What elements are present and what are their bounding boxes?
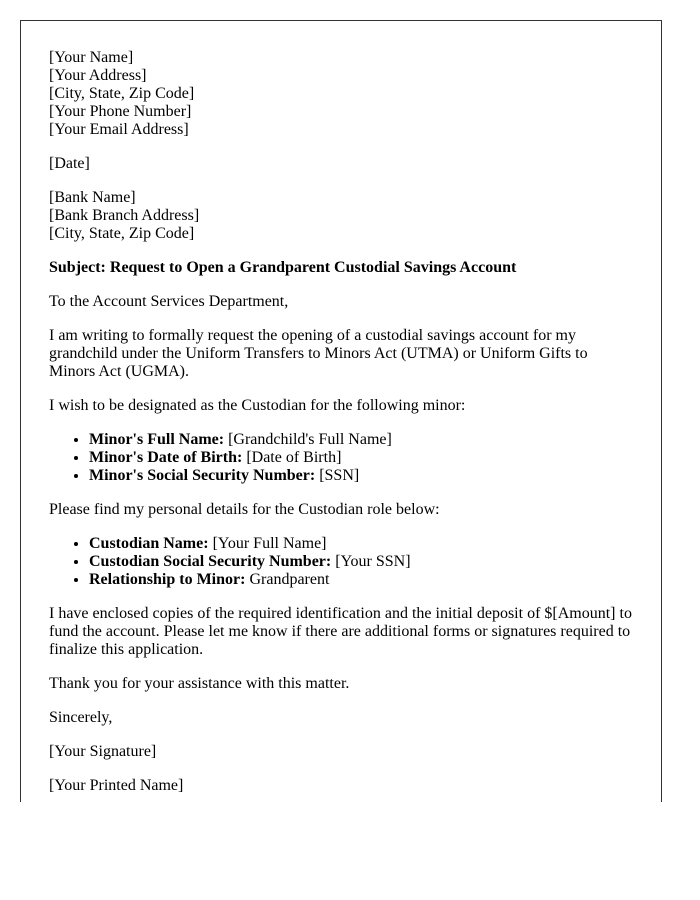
list-item: [89, 535, 633, 553]
minor-lead-paragraph: I wish to be designated as the Custodian for the following minor:: [49, 397, 466, 414]
recipient-block: [49, 189, 633, 243]
thanks-paragraph: Thank you for your assistance with this matter.: [49, 675, 350, 692]
salutation: To the Account Services Department,: [49, 293, 289, 310]
subject-line: Subject: Request to Open a Grandparent Custodial Savings Account: [49, 259, 517, 276]
recipient-branch-address: [Bank Branch Address]: [49, 207, 200, 224]
letter-date: [Date]: [49, 155, 90, 172]
signature-placeholder: [Your Signature]: [49, 743, 157, 760]
field-value: [SSN]: [315, 467, 360, 484]
recipient-city-state-zip: [City, State, Zip Code]: [49, 225, 195, 242]
sender-phone: [Your Phone Number]: [49, 103, 192, 120]
list-item: [89, 449, 633, 467]
field-label: Minor's Full Name:: [89, 431, 225, 448]
custodian-details-list: [49, 535, 633, 589]
custodian-lead-paragraph: Please find my personal details for the Custodian role below:: [49, 501, 440, 518]
field-label: Relationship to Minor:: [89, 571, 246, 588]
page-viewport: [20, 20, 662, 802]
sender-block: [49, 49, 633, 139]
field-label: Minor's Date of Birth:: [89, 449, 243, 466]
sender-name: [Your Name]: [49, 49, 134, 66]
field-value: Grandparent: [245, 571, 330, 588]
field-value: [Date of Birth]: [242, 449, 342, 466]
field-value: [Your SSN]: [331, 553, 411, 570]
field-label: Minor's Social Security Number:: [89, 467, 316, 484]
field-value: [Grandchild's Full Name]: [224, 431, 392, 448]
sender-email: [Your Email Address]: [49, 121, 189, 138]
valediction: Sincerely,: [49, 709, 113, 726]
sender-address: [Your Address]: [49, 67, 147, 84]
printed-name-placeholder: [Your Printed Name]: [49, 777, 184, 794]
list-item: [89, 467, 633, 485]
minor-details-list: [49, 431, 633, 485]
list-item: [89, 553, 633, 571]
recipient-bank-name: [Bank Name]: [49, 189, 136, 206]
field-value: [Your Full Name]: [208, 535, 327, 552]
list-item: [89, 571, 633, 589]
intro-paragraph: I am writing to formally request the opening of a custodial savings account for my grandchild under the Uniform Transfers to Minors Act (UTMA) or Uniform Gifts to Minors Act (UGMA).: [49, 327, 588, 380]
letter-document: [20, 20, 662, 802]
list-item: [89, 431, 633, 449]
field-label: Custodian Name:: [89, 535, 209, 552]
sender-city-state-zip: [City, State, Zip Code]: [49, 85, 195, 102]
enclosure-paragraph: I have enclosed copies of the required identification and the initial deposit of $[Amount] to fund the account. Please let me know if there are additional forms or signatures required to finalize this application.: [49, 605, 632, 658]
field-label: Custodian Social Security Number:: [89, 553, 332, 570]
